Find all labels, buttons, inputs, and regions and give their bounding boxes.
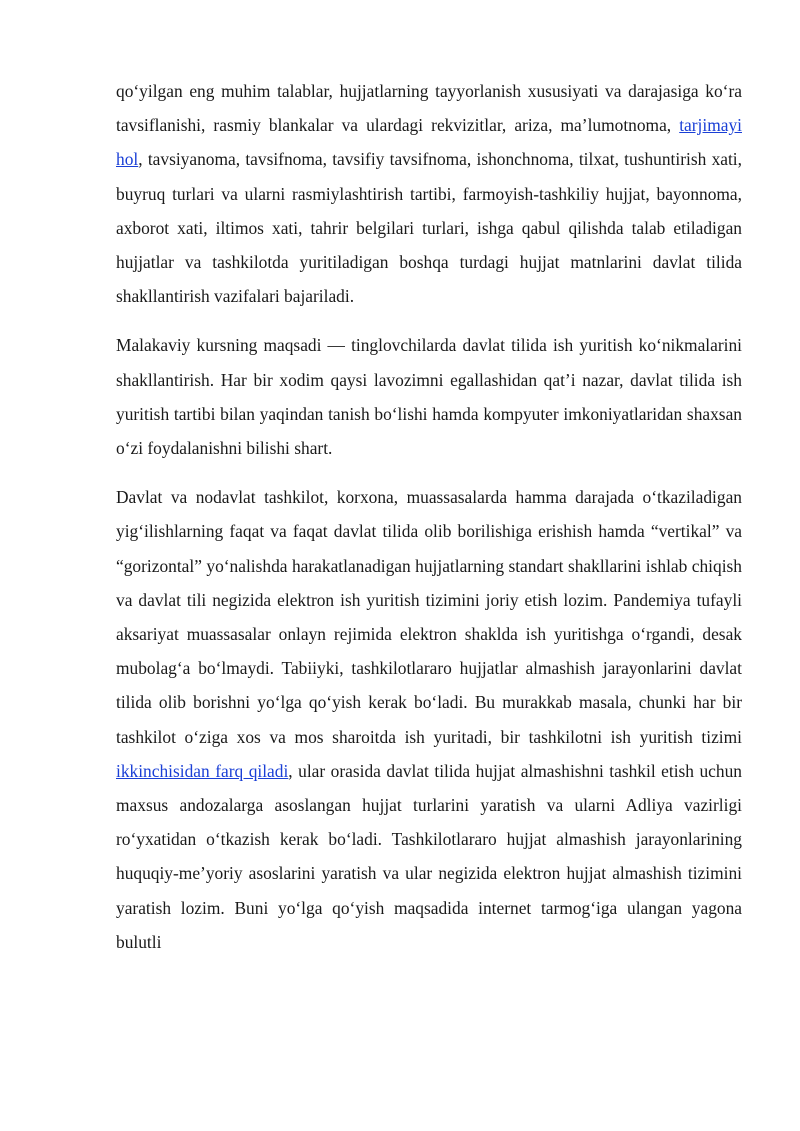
paragraph-1-text-start: qo‘yilgan eng muhim talablar, hujjatlarning tayyorlanish xususiyati va darajasiga ko‘ra tavsiflanishi, rasmiy blankalar va ulardagi rekvizitlar, ariza, ma’lumotnoma,: [116, 81, 742, 136]
link-tarjimayi-hol[interactable]: tarjimayi hol: [116, 115, 742, 170]
paragraph-1: [116, 74, 742, 313]
paragraph-3-text-start: Davlat va nodavlat tashkilot, korxona, muassasalarda hamma darajada o‘tkaziladigan yig‘ilishlarning faqat va faqat davlat tilida olib borilishiga erishish hamda “vertikal” va “gorizontal” yo‘nalishda harakatlanadigan hujjatlarning standart shakllarini ishlab chiqish va davlat tili negizida elektron ish yuritish tizimini joriy etish lozim. Pandemiya tufayli aksariyat muassasalar onlayn rejimida elektron shaklda ish yuritishga o‘rgandi, desak mubolag‘a bo‘lmaydi. Tabiiyki, tashkilotlararo hujjatlar almashish jarayonlarini davlat tilida olib borishni yo‘lga qo‘yish kerak bo‘ladi. Bu murakkab masala, chunki har bir tashkilot o‘ziga xos va mos sharoitda ish yuritadi, bir tashkilotni ish yuritish tizimi: [116, 487, 742, 747]
document-page: [116, 74, 742, 959]
paragraph-1-text-end: , tavsiyanoma, tavsifnoma, tavsifiy tavsifnoma, ishonchnoma, tilxat, tushuntirish xati, buyruq turlari va ularni rasmiylashtirish tartibi, farmoyish-tashkiliy hujjat, bayonnoma, axborot xati, iltimos xati, tahrir belgilari turlari, ishga qabul qilishda talab etiladigan hujjatlar va tashkilotda yuritiladigan boshqa turdagi hujjat matnlarini davlat tilida shakllantirish vazifalari bajariladi.: [116, 149, 742, 307]
paragraph-3: [116, 480, 742, 959]
paragraph-3-text-end: , ular orasida davlat tilida hujjat almashishni tashkil etish uchun maxsus andozalarga asoslangan hujjat turlarini yaratish va ularni Adliya vazirligi ro‘yxatidan o‘tkazish kerak bo‘ladi. Tashkilotlararo hujjat almashish jarayonlarining huquqiy-me’yoriy asoslarini yaratish va ular negizida elektron hujjat almashish tizimini yaratish lozim. Buni yo‘lga qo‘yish maqsadida internet tarmog‘iga ulangan yagona bulutli: [116, 760, 742, 952]
paragraph-2-text: Malakaviy kursning maqsadi — tinglovchilarda davlat tilida ish yuritish ko‘nikmalarini shakllantirish. Har bir xodim qaysi lavozimni egallashidan qat’i nazar, davlat tilida ish yuritish tartibi bilan yaqindan tanish bo‘lishi hamda kompyuter imkoniyatlaridan shaxsan o‘zi foydalanishni bilishi shart.: [116, 335, 742, 459]
paragraph-2: [116, 328, 742, 465]
link-ikkinchisidan-farq-qiladi[interactable]: ikkinchisidan farq qiladi: [116, 760, 289, 781]
